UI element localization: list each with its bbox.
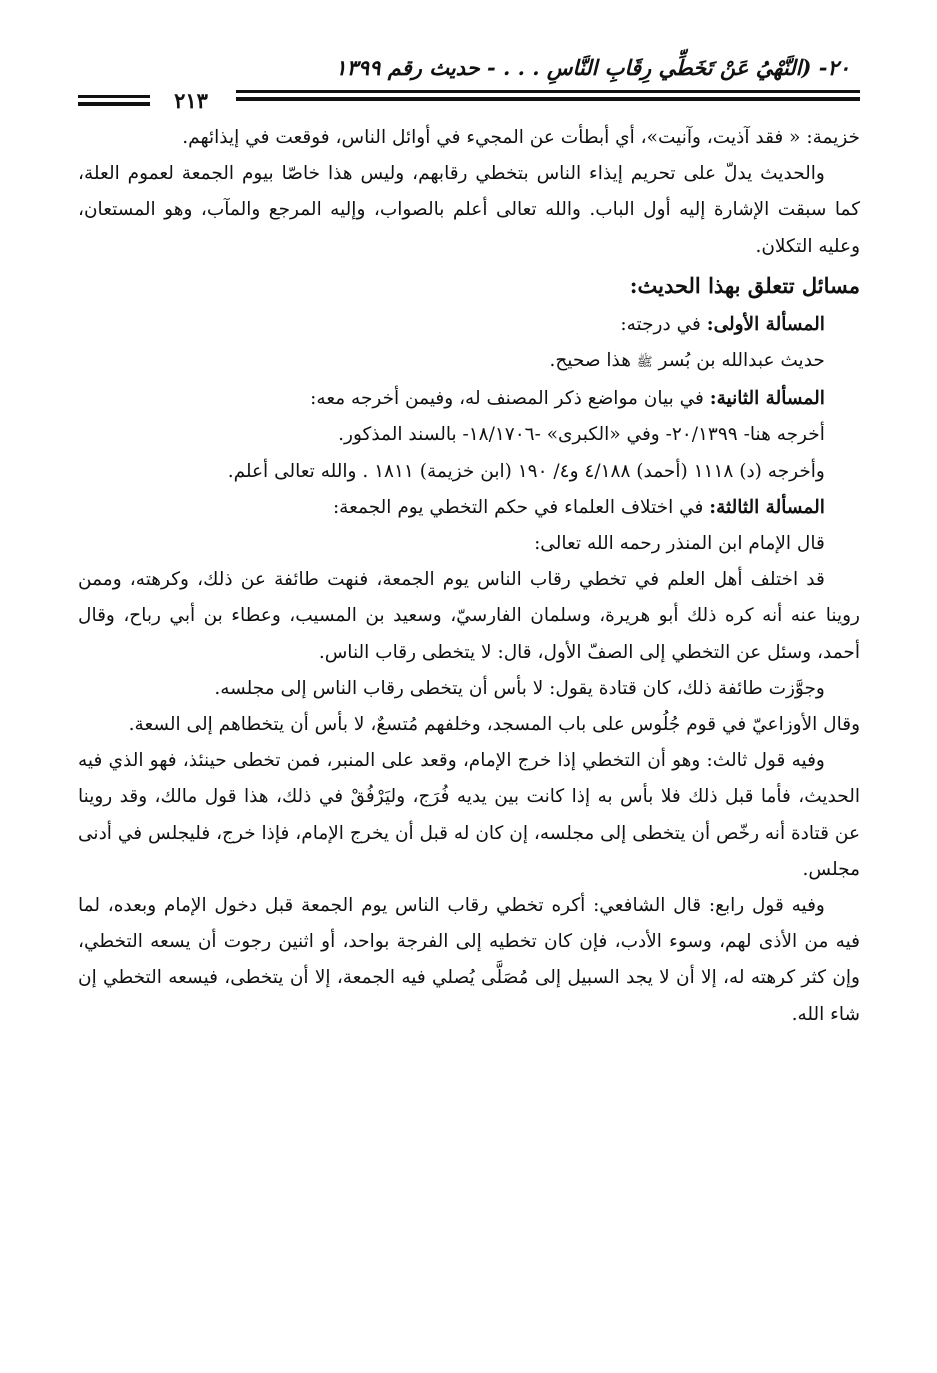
paragraph: وفيه قول رابع: قال الشافعي: أكره تخطي رقاب الناس يوم الجمعة قبل دخول الإمام وبعده، لما فيه من الأذى لهم، وسوء الأدب، فإن كان تخطيه إلى الفرجة بواحد، أو اثنين رجوت أن يسعه التخطي، وإن كثر كرهته له، إلا أن لا يجد السبيل إلى مُصَلَّى يُصلي فيه الجمعة، إلا أن يتخطى، فيسعه التخطي إن شاء الله. — [78, 895, 860, 1025]
header-rule — [236, 90, 860, 93]
paragraph: وأخرجه (د) ١١١٨ (أحمد) ٤/١٨٨ و٤/ ١٩٠ (ابن خزيمة) ١٨١١ . والله تعالى أعلم. — [227, 460, 825, 482]
paragraph: قال الإمام ابن المنذر رحمه الله تعالى: — [534, 533, 825, 555]
paragraph: وجوَّزت طائفة ذلك، كان قتادة يقول: لا بأس أن يتخطى رقاب الناس إلى مجلسه. — [214, 677, 825, 699]
paragraph: والحديث يدلّ على تحريم إيذاء الناس بتخطي رقابهم، وليس هذا خاصّا بيوم الجمعة لعموم العلة، كما سبقت الإشارة إليه أول الباب. والله تعالى أعلم بالصواب، وإليه المرجع والمآب، وهو المستعان، وعليه التكلان. — [78, 163, 860, 257]
question-label: المسألة الأولى: — [706, 313, 825, 335]
honorific-glyph: ﷺ — [636, 355, 653, 371]
header-rule — [236, 97, 860, 101]
question-text: في درجته: — [620, 313, 707, 335]
paragraph: أخرجه هنا- ٢٠/١٣٩٩- وفي «الكبرى» -١٨/١٧٠٦- بالسند المذكور. — [338, 424, 825, 446]
paragraph — [78, 343, 860, 381]
question-line — [78, 307, 860, 343]
paragraph: خزيمة: « فقد آذيت، وآنيت»، أي أبطأت عن المجيء في أوائل الناس، فوقعت في إيذائهم. — [182, 127, 860, 148]
header-rule-short — [78, 95, 150, 98]
question-line — [78, 490, 860, 526]
question-text: في اختلاف العلماء في حكم التخطي يوم الجمعة: — [332, 496, 710, 518]
paragraph: وفيه قول ثالث: وهو أن التخطي إذا خرج الإمام، وقعد على المنبر، فمن تخطى حينئذ، فهو الذي فيه الحديث، فأما قبل ذلك فلا بأس به إذا كانت بين يديه فُرَج، وليَرْفُقْ في ذلك، هذا قول مالك، وقد روينا عن قتادة أنه رخّص أن يتخطى إلى مجلسه، إن كان له قبل أن يخرج الإمام، فإذا خرج، فليجلس في أدنى مجلس. — [78, 750, 860, 880]
paragraph: قد اختلف أهل العلم في تخطي رقاب الناس يوم الجمعة، فنهت طائفة عن ذلك، وكرهته، وممن روينا عنه أنه كره ذلك أبو هريرة، وسلمان الفارسيّ، وسعيد بن المسيب، وعطاء بن أبي رباح، وقال أحمد، وسئل عن التخطي إلى الصفّ الأول، قال: لا يتخطى رقاب الناس. — [78, 569, 860, 663]
paragraph: وقال الأوزاعيّ في قوم جُلُوس على باب المسجد، وخلفهم مُتسعٌ، لا بأس أن يتخطاهم إلى السعة. — [128, 714, 860, 736]
question-line — [78, 381, 860, 417]
question-text: في بيان مواضع ذكر المصنف له، وفيمن أخرجه معه: — [310, 388, 710, 410]
text-run: حديث عبدالله بن بُسر — [652, 350, 825, 372]
running-header-title: ٢٠- (النَّهْيُ عَنْ تَخَطِّي رِقَابِ النَّاسِ . . . - حديث رقم ١٣٩٩ — [335, 55, 850, 80]
header-rule-short — [78, 102, 150, 106]
text-run: هذا صحيح. — [549, 350, 637, 372]
page-body — [78, 120, 860, 1033]
page-number: ٢١٣ — [174, 88, 208, 113]
section-heading: مسائل تتعلق بهذا الحديث: — [629, 272, 860, 298]
question-label: المسألة الثالثة: — [709, 496, 825, 518]
question-label: المسألة الثانية: — [709, 388, 825, 410]
